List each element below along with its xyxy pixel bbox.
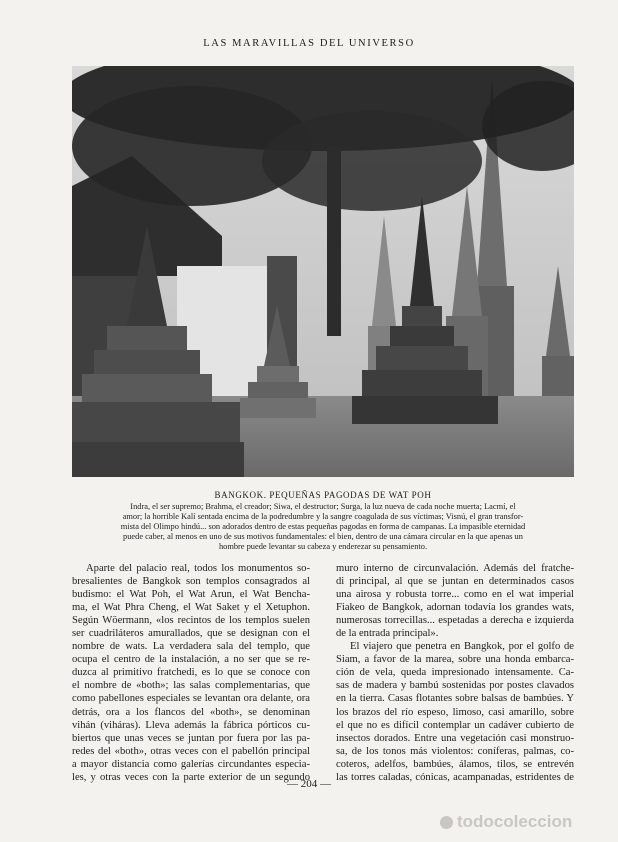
text-line: nombre de wats. La verdadera sala del templo, que	[72, 641, 310, 653]
paragraph	[336, 640, 574, 784]
text-line: ocupa el centro de la instalación, a no ser que se re-	[72, 654, 310, 666]
text-line: de la entrada principal».	[336, 628, 439, 640]
paragraph	[72, 562, 310, 784]
text-line: en la tierra. Casas flotantes sobre balsas de bambúes. Y	[336, 693, 574, 705]
text-line: detrás, ora a los flancos del «both», se denominan	[72, 706, 310, 718]
watermark-dot-icon	[440, 816, 453, 829]
text-line: vihán (viháras). Lleva además la fábrica pórticos cu-	[72, 719, 310, 731]
text-line: di principal, al que se juntan en determinados casos	[336, 576, 574, 588]
text-line: los brazos del río espeso, limoso, casi amarillo, sobre	[336, 706, 574, 718]
paragraph	[336, 562, 574, 640]
running-title: LAS MARAVILLAS DEL UNIVERSO	[203, 38, 415, 49]
text-line: el nombre de «both»; las salas complementarias, que	[72, 680, 310, 692]
text-line: las torres caladas, cónicas, acampanadas, estridentes de	[336, 771, 574, 783]
page-number: — 204 —	[287, 778, 331, 790]
watermark	[440, 812, 572, 832]
text-line: bresalientes de Bangkok son templos consagrados al	[72, 576, 310, 588]
text-line: les, y otras veces con la parte exterior de un segundo	[72, 771, 310, 783]
caption-line: hombre puede levantar su cabeza y enderezar su pensamiento.	[218, 542, 428, 552]
text-line: Según Wöermann, «los recintos de los templos suelen	[72, 615, 310, 627]
text-line: budismo: el Wat Poh, el Wat Arun, el Wat Bencha-	[72, 589, 310, 601]
text-line: El viajero que penetra en Bangkok, por el golfo de	[350, 641, 574, 653]
text-line: numerosas torrecillas... espetadas a derecha e izquierda	[336, 615, 574, 627]
caption-line: amor; la horrible Kalí sentada encima de la podredumbre y la sangre coagulada de sus víctimas; Visnú, el gran transfor-	[122, 512, 524, 522]
text-line: biertos que unas veces se juntan por fuera por las pa-	[72, 732, 310, 744]
text-line: muro interno de circunvalación. Además del fratche-	[336, 563, 574, 574]
text-line: Aparte del palacio real, todos los monumentos so-	[86, 563, 310, 574]
text-line: coteros, adelfos, bambúes, álamos, tilos, se entrevén	[336, 758, 574, 770]
caption-line: Indra, el ser supremo; Brahma, el creador; Siwa, el destructor; Surga, la luz nueva de cada noche muerta; Lacmí, el	[130, 502, 516, 511]
text-line: Siam, a favor de la marea, sobre una honda embarca-	[336, 654, 574, 666]
body-column-left	[72, 562, 310, 784]
text-line: duzca al primitivo fratchedi, es lo que se conoce con	[72, 667, 310, 679]
text-line: sa, de los tonos más violentos: coníferas, palmas, co-	[336, 745, 574, 757]
figure-caption-title: BANGKOK. PEQUEÑAS PAGODAS DE WAT POH	[214, 490, 432, 500]
figure-caption-text	[72, 502, 574, 552]
text-line: una airosa y robusta torre... como en el wat imperial	[336, 589, 574, 601]
text-line: ción de vela, queda impresionado intensamente. Ca-	[336, 667, 574, 679]
text-line: Fiakeo de Bangkok, adornan todavía los grandes wats,	[336, 602, 574, 614]
text-line: ma, el Wat Phra Cheng, el Wat Saket y el Xetuphon.	[72, 602, 310, 614]
caption-line: mista del Olimpo hindú... son adorados dentro de estas pequeñas pagodas en forma de campanas. La impasible eternidad	[120, 522, 526, 532]
text-line: insectos dorados. Entre una vegetación casi monstruo-	[336, 732, 574, 744]
text-line: como pabellones especiales se levantan ora delante, ora	[72, 693, 310, 705]
text-line: el que no es difícil contemplar un cadáver cubierto de	[336, 719, 574, 731]
text-line: ser cuadriláteros amurallados, que se designan con el	[72, 628, 310, 640]
caption-line: puede caber, al menos en uno de sus motivos fundamentales: el bien, dentro de una cámara circular en la que apenas un	[123, 532, 523, 542]
text-line: a mayor distancia como galerías circundantes especia-	[72, 758, 310, 770]
watermark-text: todocoleccion	[457, 812, 573, 831]
pagodas-photo-icon	[72, 66, 574, 477]
text-line: redes del «both», otras veces con el pabellón principal	[72, 745, 310, 757]
body-column-right	[336, 562, 574, 784]
text-line: sas de madera y bambú sostenidas por postes clavados	[336, 680, 574, 692]
temple-photograph	[72, 66, 574, 477]
